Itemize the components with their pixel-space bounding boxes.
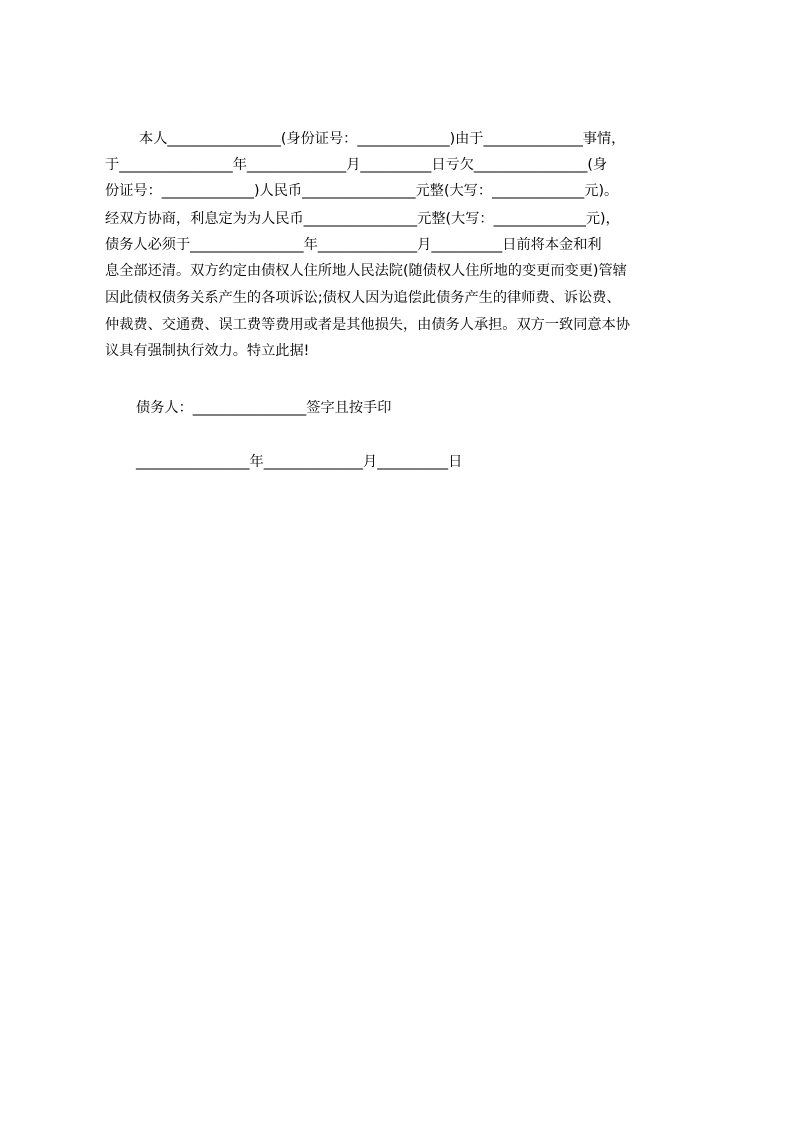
paragraph-line: 仲裁费、交通费、误工费等费用或者是其他损失，由债务人承担。双方一致同意本协: [105, 317, 630, 333]
paragraph-line: 息全部还清。双方约定由债权人住所地人民法院(随债权人住所地的变更而变更)管辖: [105, 263, 627, 279]
debtor-signature-line: 债务人：________________签字且按手印: [136, 400, 392, 416]
paragraph-line: 债务人必须于________________年______________月__________日前将本金和利: [105, 237, 602, 253]
paragraph-line: 议具有强制执行效力。特立此据!: [105, 343, 310, 359]
paragraph-line: 因此债权债务关系产生的各项诉讼;债权人因为追偿此债务产生的律师费、诉讼费、: [105, 290, 621, 306]
agreement-paragraph: [105, 127, 698, 367]
paragraph-line: 于________________年______________月__________日亏欠________________(身: [105, 157, 608, 173]
paragraph-line: 本人________________(身份证号：_____________)由于______________事情，: [139, 131, 626, 147]
paragraph-line: 份证号：_____________)人民币________________元整(大写：_____________元)。: [105, 183, 619, 199]
date-line: ________________年______________月__________日: [136, 454, 463, 470]
paragraph-line: 经双方协商，利息定为为人民币________________元整(大写：_____________元)，: [105, 211, 620, 227]
